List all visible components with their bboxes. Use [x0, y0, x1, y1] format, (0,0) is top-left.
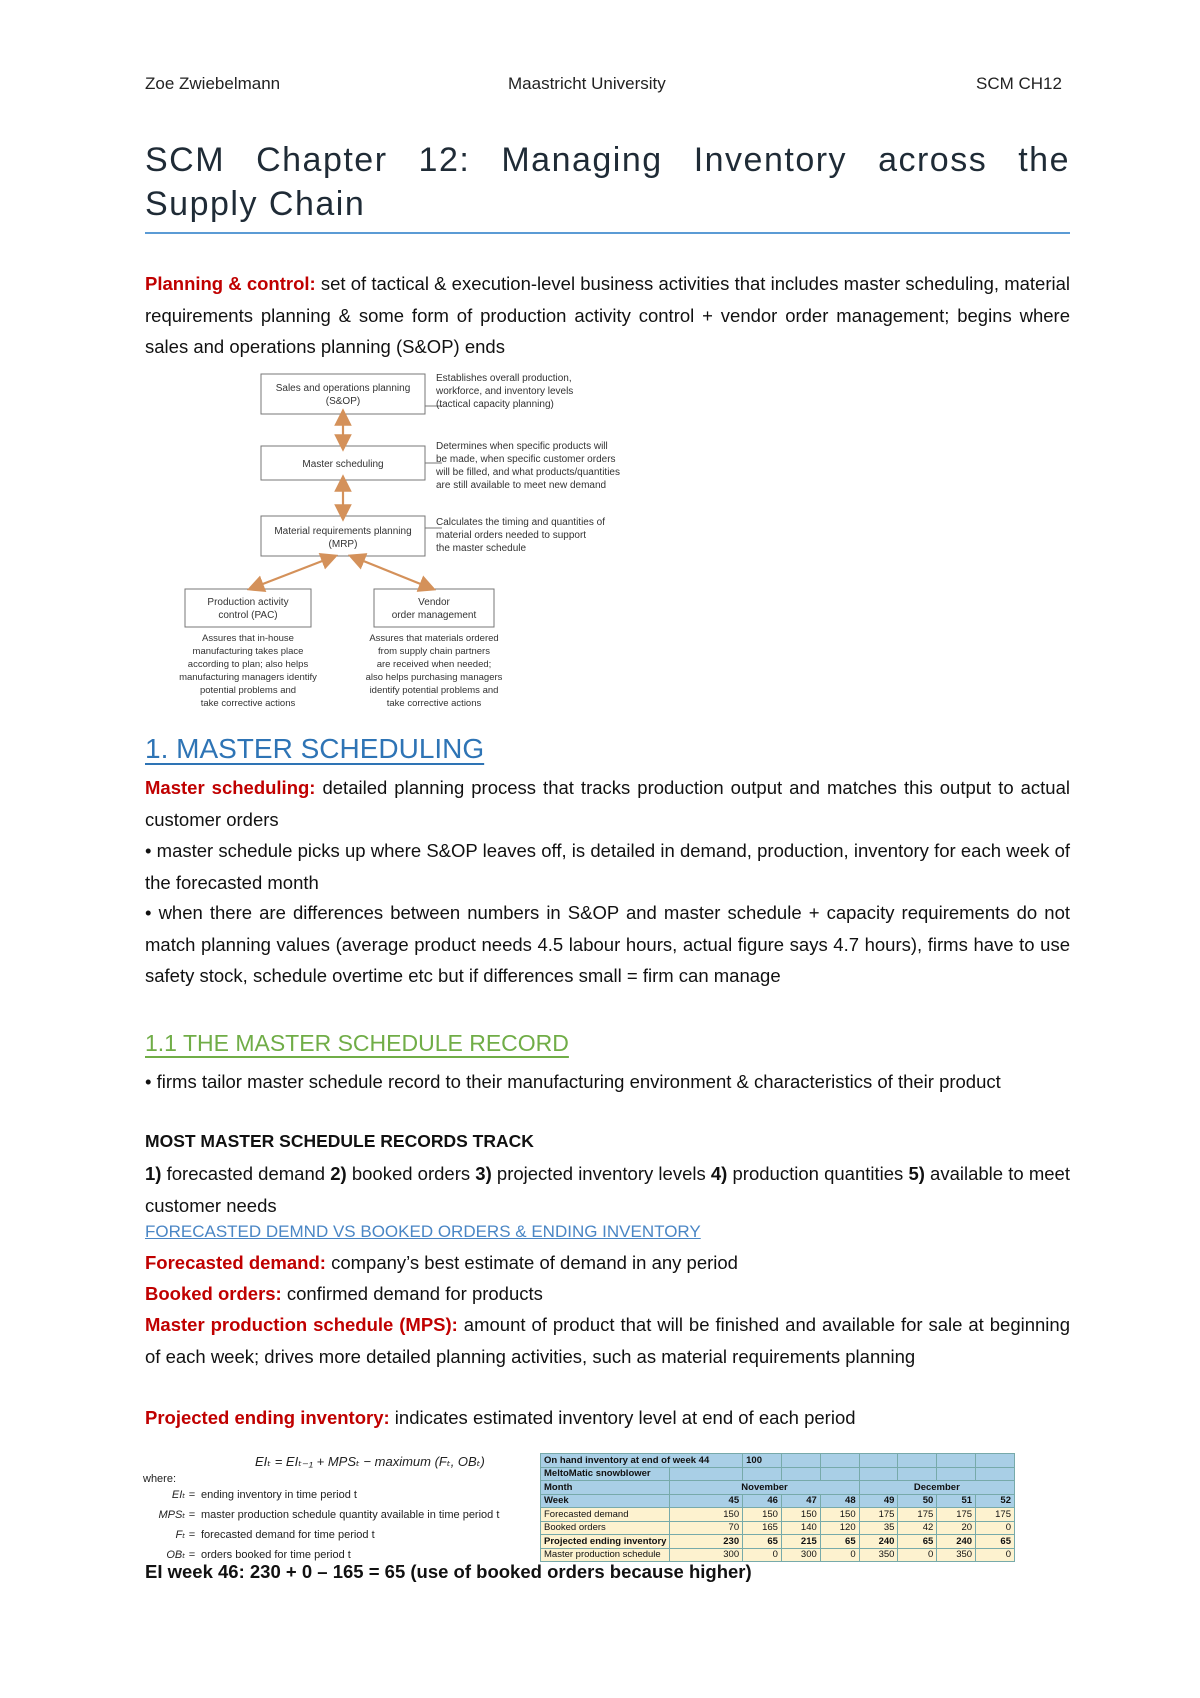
week-cell: 47	[781, 1494, 820, 1508]
track-heading: MOST MASTER SCHEDULE RECORDS TRACK	[145, 1131, 534, 1151]
section-1-1-bullet: • firms tailor master schedule record to their manufacturing environment & characteristics of their product	[145, 1071, 1001, 1092]
header-course: SCM CH12	[976, 74, 1062, 93]
mrp-label-1: Material requirements planning	[274, 526, 412, 537]
def-term: Projected ending inventory:	[145, 1407, 390, 1428]
table-cell: 140	[781, 1521, 820, 1535]
table-cell: 0	[976, 1521, 1015, 1535]
track-item-1: forecasted demand	[161, 1163, 331, 1184]
def-forecasted-demand	[145, 1252, 1070, 1274]
formula-symbol: OBₜ =	[166, 1549, 195, 1561]
title-underline	[145, 232, 1070, 234]
formula-def: master production schedule quantity available in time period t	[201, 1509, 500, 1521]
sop-desc-3: (tactical capacity planning)	[436, 399, 554, 410]
pac-desc-6: take corrective actions	[200, 698, 296, 709]
ms-desc-2: be made, when specific customer orders	[436, 454, 616, 465]
week-label: Week	[541, 1494, 670, 1508]
on-hand-value: 100	[743, 1454, 782, 1468]
vom-desc-3: are received when needed;	[376, 659, 492, 670]
pac-desc-4: manufacturing managers identify	[179, 672, 317, 683]
table-cell: 150	[820, 1508, 859, 1522]
formula-def: orders booked for time period t	[201, 1549, 351, 1561]
def-term: Forecasted demand:	[145, 1252, 326, 1273]
pac-label-1: Production activity	[207, 597, 289, 608]
row-label: Booked orders	[541, 1521, 670, 1535]
track-list	[145, 1158, 1070, 1221]
week-cell: 45	[670, 1494, 743, 1508]
ms-label: Master scheduling	[302, 459, 384, 470]
def-text: amount of product that will be finished and available for sale at beginning of each week; drives more detailed planning activities, such as material requirements planning	[145, 1314, 1070, 1367]
vom-label-2: order management	[391, 610, 477, 621]
section-1-bullet-1: • master schedule picks up where S&OP leaves off, is detailed in demand, production, inventory for each week of the forecasted month	[145, 840, 1070, 893]
track-num-2: 2)	[330, 1163, 347, 1184]
table-cell: 0	[743, 1548, 782, 1562]
forecasted-vs-booked-link: FORECASTED DEMND VS BOOKED ORDERS & ENDING INVENTORY	[145, 1222, 701, 1241]
sop-label-2: (S&OP)	[325, 396, 361, 407]
vom-desc-4: also helps purchasing managers	[365, 672, 503, 683]
pac-desc-5: potential problems and	[199, 685, 297, 696]
table-cell: 350	[859, 1548, 898, 1562]
section-1-1-heading: 1.1 THE MASTER SCHEDULE RECORD	[145, 1030, 569, 1056]
product-name: MeltoMatic snowblower	[541, 1467, 670, 1481]
week-cell: 50	[898, 1494, 937, 1508]
intro-paragraph	[145, 268, 1070, 363]
table-cell: 175	[859, 1508, 898, 1522]
table-row	[541, 1548, 1015, 1562]
table-cell: 20	[937, 1521, 976, 1535]
table-cell: 65	[898, 1535, 937, 1549]
table-cell: 35	[859, 1521, 898, 1535]
track-item-4: production quantities	[727, 1163, 909, 1184]
track-num-3: 3)	[475, 1163, 492, 1184]
pac-desc-1: Assures that in-house	[202, 633, 294, 644]
def-text: confirmed demand for products	[281, 1283, 543, 1304]
section-1-bullet-2: • when there are differences between numbers in S&OP and master schedule + capacity requirements do not match planning values (average product needs 4.5 labour hours, actual figure says 4.7 hours), firms have to use safety stock, schedule overtime etc but if differences small = firm can manage	[145, 902, 1070, 986]
vom-desc-6: take corrective actions	[386, 698, 482, 709]
def-projected-ending-inventory	[145, 1407, 1070, 1429]
table-cell: 0	[976, 1548, 1015, 1562]
def-mps	[145, 1309, 1070, 1372]
ms-term: Master scheduling:	[145, 777, 316, 798]
pac-desc-2: manufacturing takes place	[192, 646, 304, 657]
formula-symbol: MPSₜ =	[158, 1509, 195, 1521]
sop-desc-2: workforce, and inventory levels	[436, 386, 574, 397]
track-item-2: booked orders	[346, 1163, 476, 1184]
pac-desc-3: according to plan; also helps	[187, 659, 309, 670]
week-cell: 48	[820, 1494, 859, 1508]
week-cell: 52	[976, 1494, 1015, 1508]
table-cell: 175	[976, 1508, 1015, 1522]
pac-label-2: control (PAC)	[218, 610, 278, 621]
row-label: Master production schedule	[541, 1548, 670, 1562]
table-cell: 215	[781, 1535, 820, 1549]
table-row	[541, 1508, 1015, 1522]
ei-week-46-example: EI week 46: 230 + 0 – 165 = 65 (use of booked orders because higher)	[145, 1561, 752, 1582]
table-row	[541, 1521, 1015, 1535]
section-1-heading: 1. MASTER SCHEDULING	[145, 733, 485, 764]
table-cell: 150	[743, 1508, 782, 1522]
intro-text: set of tactical & execution-level business activities that includes master scheduling, material requirements planning & some form of production activity control + vendor order management; begins where sales and operations planning (S&OP) ends	[145, 273, 1070, 357]
month-november: November	[670, 1481, 859, 1495]
vom-desc-1: Assures that materials ordered	[369, 633, 499, 644]
vom-desc-2: from supply chain partners	[378, 646, 490, 657]
header-university: Maastricht University	[508, 74, 666, 93]
table-cell: 65	[743, 1535, 782, 1549]
track-num-1: 1)	[145, 1163, 162, 1184]
master-schedule-table	[540, 1453, 1015, 1562]
table-cell: 300	[670, 1548, 743, 1562]
sop-label-1: Sales and operations planning	[275, 383, 411, 394]
pac-box	[185, 589, 311, 627]
def-text: indicates estimated inventory level at end of each period	[389, 1407, 856, 1428]
mrp-desc-1: Calculates the timing and quantities of	[436, 517, 605, 528]
formula-def: ending inventory in time period t	[201, 1489, 357, 1501]
ms-desc-1: Determines when specific products will	[436, 441, 608, 452]
vom-box	[374, 589, 494, 627]
mrp-desc-3: the master schedule	[436, 543, 527, 554]
intro-term: Planning & control:	[145, 273, 316, 294]
mrp-desc-2: material orders needed to support	[436, 530, 587, 541]
formula-where: where:	[143, 1473, 177, 1485]
ms-desc-4: are still available to meet new demand	[436, 480, 607, 491]
def-text: company’s best estimate of demand in any period	[325, 1252, 738, 1273]
table-cell: 230	[670, 1535, 743, 1549]
formula-symbol: EIₜ =	[171, 1489, 195, 1501]
table-cell: 350	[937, 1548, 976, 1562]
formula-main: EIₜ = EIₜ₋₁ + MPSₜ − maximum (Fₜ, OBₜ)	[255, 1454, 485, 1469]
ending-inventory-formula	[143, 1452, 533, 1568]
table-cell: 165	[743, 1521, 782, 1535]
table-cell: 150	[781, 1508, 820, 1522]
month-december: December	[859, 1481, 1014, 1495]
week-cell: 46	[743, 1494, 782, 1508]
table-row	[541, 1535, 1015, 1549]
table-cell: 150	[670, 1508, 743, 1522]
table-cell: 175	[937, 1508, 976, 1522]
month-label: Month	[541, 1481, 670, 1495]
vom-label-1: Vendor	[418, 597, 450, 608]
table-cell: 120	[820, 1521, 859, 1535]
table-cell: 300	[781, 1548, 820, 1562]
week-cell: 49	[859, 1494, 898, 1508]
planning-control-diagram	[160, 368, 660, 720]
track-num-4: 4)	[710, 1163, 728, 1184]
row-label: Forecasted demand	[541, 1508, 670, 1522]
track-item-3: projected inventory levels	[491, 1163, 711, 1184]
page-title: SCM Chapter 12: Managing Inventory across the Supply Chain	[145, 141, 1070, 223]
table-cell: 0	[898, 1548, 937, 1562]
table-cell: 175	[898, 1508, 937, 1522]
table-cell: 65	[976, 1535, 1015, 1549]
mrp-label-2: (MRP)	[328, 539, 358, 550]
def-term: Master production schedule (MPS):	[145, 1314, 458, 1335]
def-term: Booked orders:	[145, 1283, 282, 1304]
formula-symbol: Fₜ =	[175, 1529, 195, 1541]
on-hand-label: On hand inventory at end of week 44	[541, 1454, 743, 1468]
table-cell: 42	[898, 1521, 937, 1535]
ms-desc-3: will be filled, and what products/quantities	[436, 467, 620, 478]
def-booked-orders	[145, 1283, 1070, 1305]
sop-desc-1: Establishes overall production,	[436, 373, 572, 384]
vom-desc-5: identify potential problems and	[369, 685, 499, 696]
week-cell: 51	[937, 1494, 976, 1508]
sop-box	[261, 374, 425, 414]
formula-def: forecasted demand for time period t	[201, 1529, 375, 1541]
header-author: Zoe Zwiebelmann	[145, 74, 281, 93]
table-cell: 70	[670, 1521, 743, 1535]
ms-text: detailed planning process that tracks production output and matches this output to actual customer orders	[145, 777, 1070, 830]
table-cell: 0	[820, 1548, 859, 1562]
table-cell: 240	[859, 1535, 898, 1549]
track-item-5: available to meet customer needs	[145, 1163, 1070, 1216]
table-cell: 240	[937, 1535, 976, 1549]
track-num-5: 5)	[908, 1163, 925, 1184]
row-label: Projected ending inventory	[541, 1535, 670, 1549]
master-scheduling-definition	[145, 772, 1070, 835]
table-cell: 65	[820, 1535, 859, 1549]
